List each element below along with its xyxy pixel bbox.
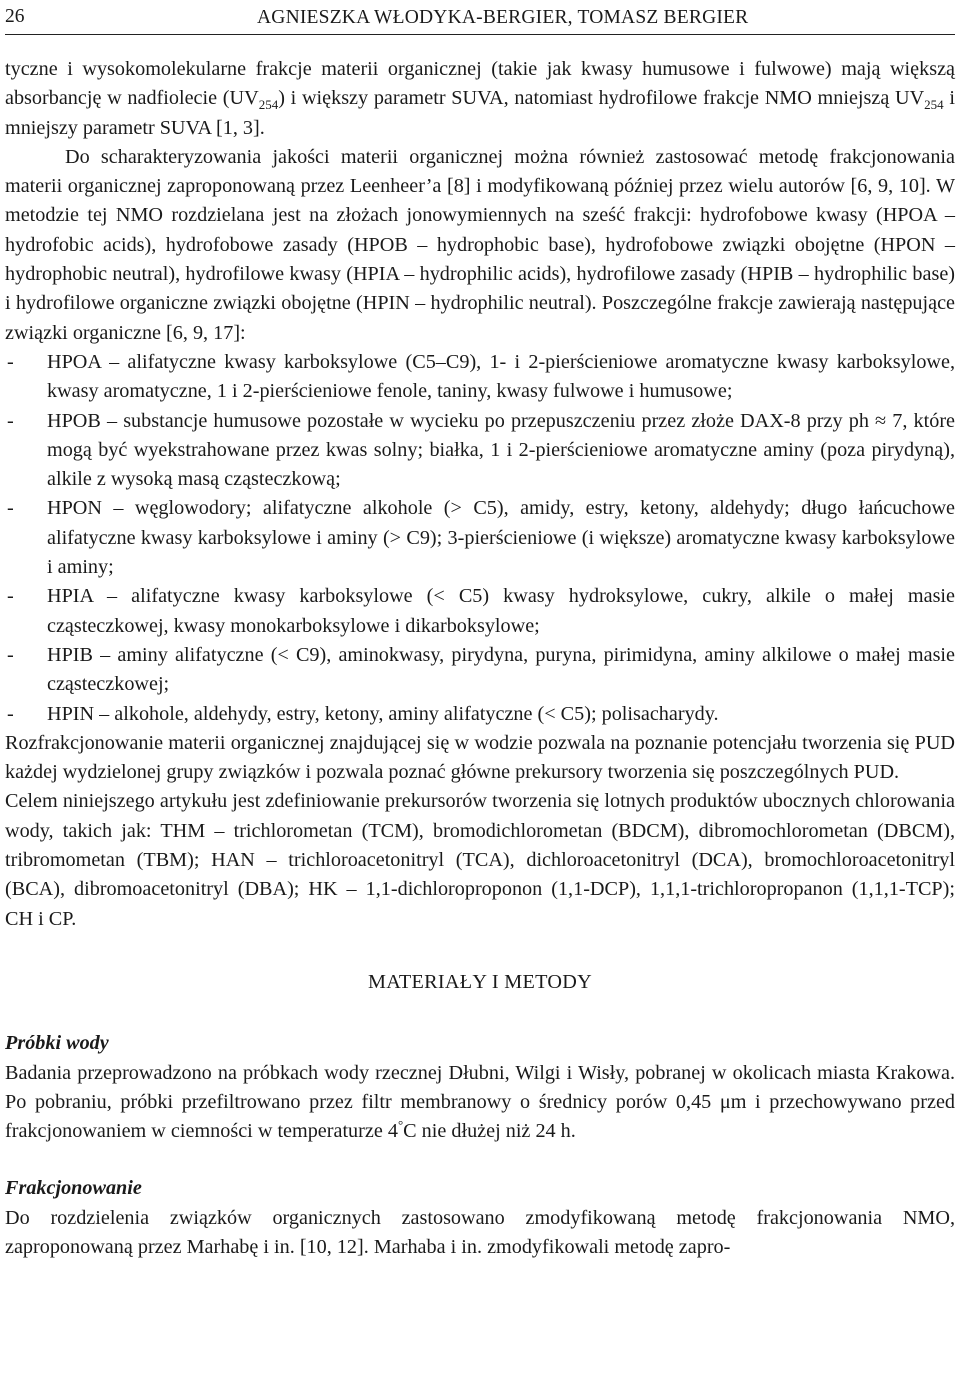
intro-paragraph-1: tyczne i wysokomolekularne frakcje materii organicznej (takie jak kwasy humusowe i fulwowe) mają większą absorbancję w nadfiolecie $(UV_{254})$ i większy parametr SUVA, natomiast hydrofilowe frakcje NMO mniejszą $UV_{254}$ i mniejszy parametr SUVA [1, 3].: [5, 58, 955, 139]
list-item: - HPIB – aminy alifatyczne (< C9), aminokwasy, pirydyna, puryna, pirimidyna, aminy alkilowe o małej masie cząsteczkowej;: [7, 643, 955, 696]
paragraph-article-aim: Celem niniejszego artykułu jest zdefiniowanie prekursorów tworzenia się lotnych produktów ubocznych chlorowania wody, takich jak: THM – trichlorometan (TCM), bromodichlorometan (BDCM), dibromochlorometan (DBCM), tribromometan (TBM); HAN – trichloroacetonitryl (TCA), dichloroacetonitryl (DCA), bromochloroacetonitryl (BCA), dibromoacetonitryl (DBA); HK – 1,1-dichloroproponon (1,1-DCP), 1,1,1-trichloropropanon (1,1,1-TCP); CH i CP.: [5, 790, 955, 930]
paragraph-samples: Badania przeprowadzono na próbkach wody rzecznej Dłubni, Wilgi i Wisły, pobranej w okolicach miasta Krakowa. Po pobraniu, próbki przefiltrowano przez filtr membranowy o średnicy porów 0,45 μm i przechowywano przed frakcjonowaniem w ciemności w temperaturze 4°C nie dłużej niż 24 h.: [5, 1061, 955, 1143]
paragraph-fractionation: Do rozdzielenia związków organicznych zastosowano zmodyfikowaną metodę frakcjonowania NMO, zaproponowaną przez Marhabę i in. [10, 12]. Marhaba i in. zmodyfikowali metodę zapro-: [5, 1206, 955, 1258]
list-item: - HPIN – alkohole, aldehydy, estry, ketony, aminy alifatyczne (< C5); polisacharydy.: [7, 702, 719, 725]
list-item: - HPOB – substancje humusowe pozostałe w wycieku po przepuszczeniu przez złoże DAX-8 przy ph ≈ 7, które mogą być wyekstrahowane przez kwas solny; białka, 1 i 2-pierścieniowe aromatyczne aminy (poza pirydyną), alkile z wysoką masą cząsteczkową;: [7, 409, 955, 491]
running-head-authors: AGNIESZKA WŁODYKA-BERGIER, TOMASZ BERGIER: [257, 7, 749, 28]
article-body: [5, 55, 955, 1262]
subheading-samples: Próbki wody: [5, 1032, 109, 1055]
list-item: - HPOA – alifatyczne kwasy karboksylowe (C5–C9), 1- i 2-pierścieniowe aromatyczne kwasy karboksylowe, kwasy aromatyczne, 1 i 2-pierścieniowe fenole, taniny, kwasy fulwowe i humusowe;: [7, 350, 955, 403]
list-item: - HPON – węglowodory; alifatyczne alkohole (> C5), amidy, estry, ketony, aldehydy; długo łańcuchowe alifatyczne kwasy karboksylowe i aminy (> C9); 3-pierścieniowe (i większe) aromatyczne kwasy karboksylowe i aminy;: [7, 497, 955, 579]
page-number: 26: [5, 6, 25, 27]
page: [5, 0, 955, 1262]
intro-paragraph-2: Do scharakteryzowania jakości materii organicznej można również zastosować metodę frakcjonowania materii organicznej zaproponowaną przez Leenheer’a [8] i modyfikowaną później przez wielu autorów [6, 9, 10]. W metodzie tej NMO rozdzielana jest na złożach jonowymiennych na sześć frakcji: hydrofobowe kwasy (HPOA – hydrofobic acids), hydrofobowe zasady (HPOB – hydrophobic base), hydrofobowe związki obojętne (HPON – hydrophobic neutral), hydrofilowe kwasy (HPIA – hydrophilic acids), hydrofilowe zasady (HPIB – hydrophilic base) i hydrofilowe organiczne związki obojętne (HPIN – hydrophilic neutral). Poszczególne frakcje zawierają następujące związki organiczne [6, 9, 17]:: [5, 145, 955, 344]
section-title: MATERIAŁY I METODY: [367, 970, 593, 993]
running-head: [5, 0, 955, 35]
paragraph-fractionation-purpose: Rozfrakcjonowanie materii organicznej znajdującej się w wodzie pozwala na poznanie potencjału tworzenia się PUD każdej wydzielonej grupy związków i pozwala poznać główne prekursory tworzenia się poszczególnych PUD.: [5, 731, 955, 784]
subheading-fractionation: Frakcjonowanie: [5, 1177, 142, 1200]
list-item: - HPIA – alifatyczne kwasy karboksylowe (< C5) kwasy hydroksylowe, cukry, alkile o małej masie cząsteczkowej, kwasy monokarboksylowe i dikarboksylowe;: [7, 585, 955, 637]
fraction-list: [5, 348, 955, 729]
